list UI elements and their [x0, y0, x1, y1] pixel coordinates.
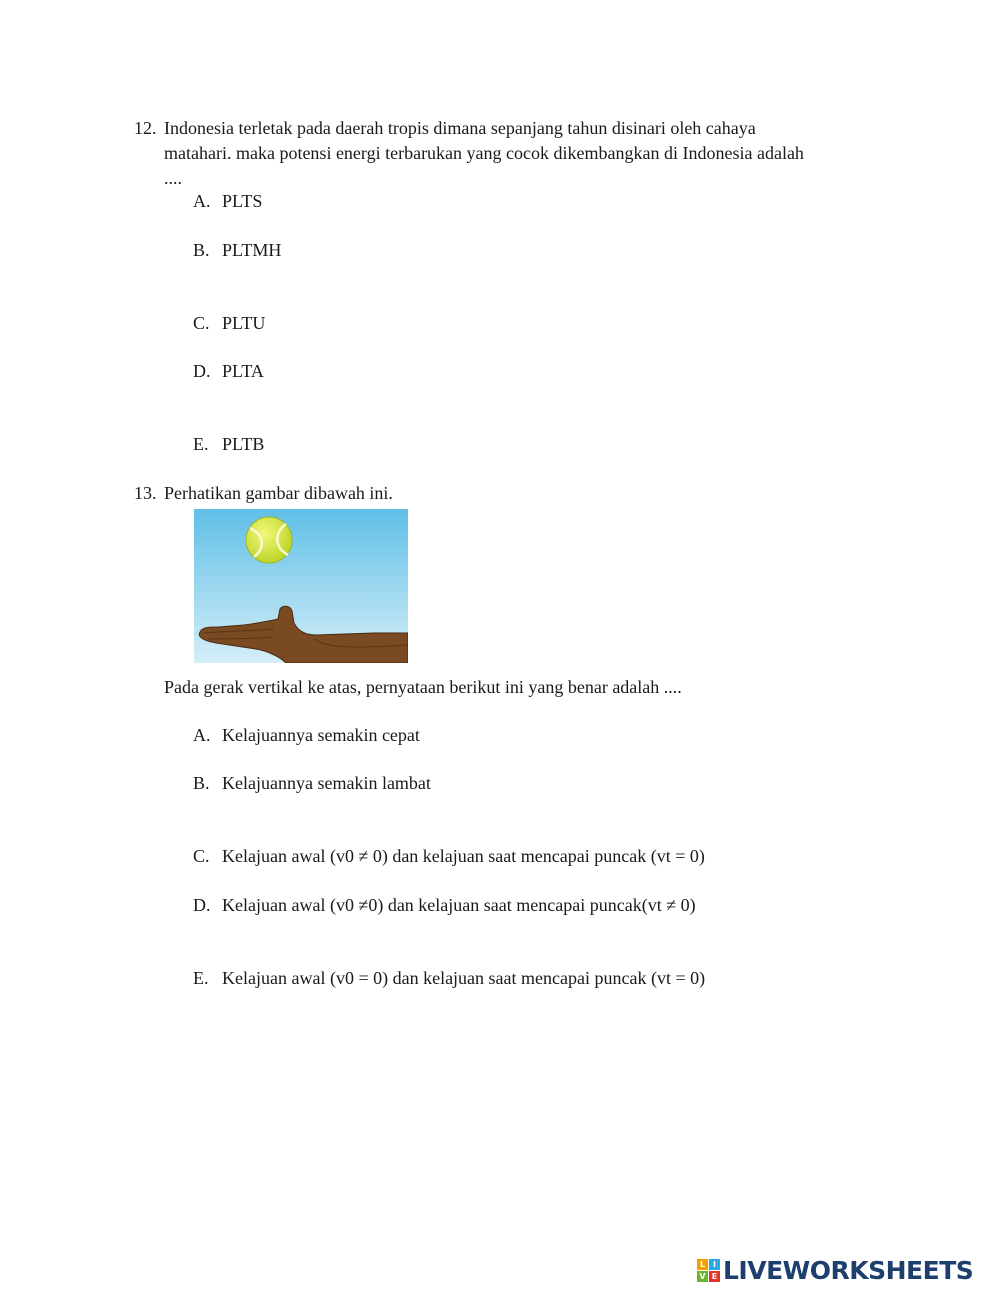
q13-option-b: Kelajuannya semakin lambat	[222, 773, 431, 793]
q12-option-a-letter: A.	[193, 191, 211, 211]
q13-option-a-letter: A.	[193, 725, 211, 745]
q13-option-d-letter: D.	[193, 895, 211, 915]
liveworksheets-logo-text: LIVEWORKSHEETS	[723, 1255, 974, 1285]
question-12-text-line-3: ....	[164, 168, 182, 188]
q13-option-a: Kelajuannya semakin cepat	[222, 725, 420, 745]
liveworksheets-logo-icon	[697, 1259, 720, 1282]
q12-option-a: PLTS	[222, 191, 263, 211]
logo-mark-letter: V	[697, 1271, 708, 1282]
q13-option-c: Kelajuan awal (v0 ≠ 0) dan kelajuan saat mencapai puncak (vt = 0)	[222, 846, 705, 866]
q12-option-b-letter: B.	[193, 240, 210, 260]
question-12-text-line-1: Indonesia terletak pada daerah tropis dimana sepanjang tahun disinari oleh cahaya	[164, 118, 756, 138]
liveworksheets-logo	[697, 1256, 973, 1284]
logo-mark-letter: I	[709, 1259, 720, 1270]
question-13-intro: Perhatikan gambar dibawah ini.	[164, 483, 393, 503]
q12-option-c-letter: C.	[193, 313, 210, 333]
logo-mark-letter: L	[697, 1259, 708, 1270]
q12-option-d-letter: D.	[193, 361, 211, 381]
q13-option-e: Kelajuan awal (v0 = 0) dan kelajuan saat mencapai puncak (vt = 0)	[222, 968, 706, 988]
q12-option-c: PLTU	[222, 313, 266, 333]
question-12-number: 12.	[134, 118, 157, 138]
question-13-number: 13.	[134, 483, 157, 503]
question-13-text: Pada gerak vertikal ke atas, pernyataan berikut ini yang benar adalah ....	[164, 677, 682, 697]
q12-option-b: PLTMH	[222, 240, 282, 260]
q12-option-d: PLTA	[222, 361, 264, 381]
q12-option-e-letter: E.	[193, 434, 209, 454]
tennis-ball-icon	[246, 517, 292, 563]
q12-option-e: PLTB	[222, 434, 265, 454]
logo-mark-letter: E	[709, 1271, 720, 1282]
question-12-text-line-2: matahari. maka potensi energi terbarukan yang cocok dikembangkan di Indonesia adalah	[164, 143, 804, 163]
ball-toss-image	[194, 509, 408, 663]
q13-option-e-letter: E.	[193, 968, 209, 988]
q13-option-b-letter: B.	[193, 773, 210, 793]
q13-option-c-letter: C.	[193, 846, 210, 866]
q13-option-d: Kelajuan awal (v0 ≠0) dan kelajuan saat mencapai puncak(vt ≠ 0)	[222, 895, 696, 915]
